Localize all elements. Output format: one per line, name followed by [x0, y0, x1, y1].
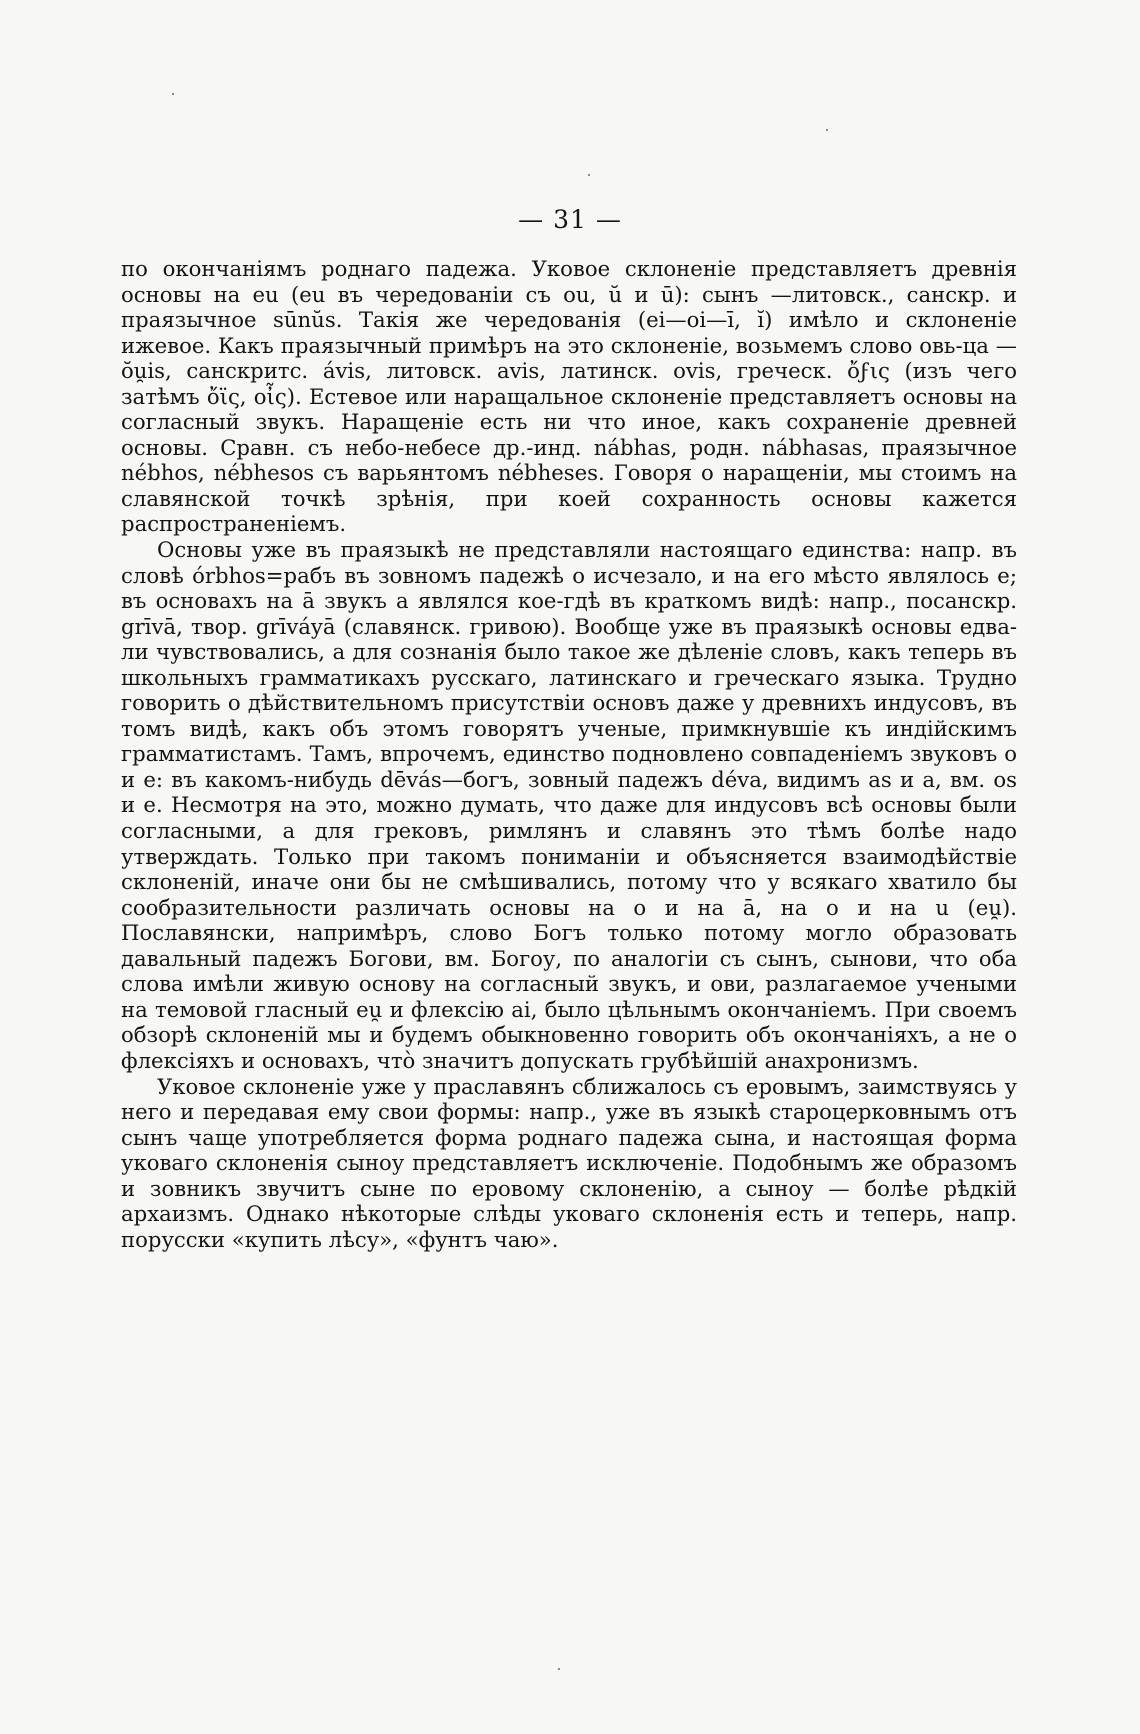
body-text: [121, 256, 1017, 1252]
scan-speck: [826, 129, 828, 131]
scan-speck: [588, 174, 590, 176]
paragraph-3: Уковое склоненіе уже у праславянъ сближалось съ еровымъ, заимствуясь у него и передавая ему свои формы: напр., уже въ языкѣ староцерковнымъ отъ сынъ чаще употребляется форма роднаго падежа сына, и настоящая форма уковаго склоненія сыноу представляетъ исключеніе. Подобнымъ же образомъ и зовникъ звучитъ сыне по еровому склоненію, а сыноу — болѣе рѣдкій архаизмъ. Однако нѣкоторые слѣды уковаго склоненія есть и теперь, напр. порусски «купить лѣсу», «фунтъ чаю».: [121, 1073, 1017, 1252]
scan-speck: [558, 1668, 560, 1670]
paragraph-2: Основы уже въ праязыкѣ не представляли настоящаго единства: напр. въ словѣ órbhos=рабъ въ зовномъ падежѣ о исчезало, и на его мѣсто являлось е; въ основахъ на ā звукъ а являлся кое-гдѣ въ краткомъ видѣ: напр., посанскр. grīvā, твор. grīváyā (славянск. гривою). Вообще уже въ праязыкѣ основы едва-ли чувствовались, а для сознанія было такое же дѣленіе словъ, какъ теперь въ школьныхъ грамматикахъ русскаго, латинскаго и греческаго языка. Трудно говорить о дѣйствительномъ присутствіи основъ даже у древнихъ индусовъ, въ томъ видѣ, какъ объ этомъ говорятъ ученые, примкнувшіе къ индійскимъ грамматистамъ. Тамъ, впрочемъ, единство подновлено совпаденіемъ звуковъ о и е: въ какомъ-нибудь dēvás—богъ, зовный падежъ déva, видимъ as и a, вм. os и e. Несмотря на это, можно думать, что даже для индусовъ всѣ основы были согласными, а для грековъ, римлянъ и славянъ это тѣмъ болѣе надо утверждать. Только при такомъ пониманіи и объясняется взаимодѣйствіе склоненій, иначе они бы не смѣшивались, потому что у всякаго хватило бы сообразительности различать основы на о и на ā, на о и на u (eu̯). Пославянски, напримѣръ, слово Богъ только потому могло образовать давальный падежъ Богови, вм. Богоу, по аналогіи съ сынъ, сынови, что оба слова имѣли живую основу на согласный звукъ, и ови, разлагаемое учеными на темовой гласный eu̯ и флексію ai, было цѣльнымъ окончаніемъ. При своемъ обзорѣ склоненій мы и будемъ обыкновенно говорить объ окончаніяхъ, а не о флексіяхъ и основахъ, что̀ значитъ допускать грубѣйшій анахронизмъ.: [121, 537, 1017, 1073]
page-number: — 31 —: [518, 205, 622, 234]
scan-speck: [172, 93, 174, 95]
paragraph-continuation: по окончаніямъ роднаго падежа. Уковое склоненіе представляетъ древнія основы на eu (eu въ чередованіи съ ou, ŭ и ū): сынъ —литовск., санскр. и праязычное sūnŭs. Такія же чередованія (ei—oi—ī, ĭ) имѣло и склоненіе ижевое. Какъ праязычный примѣръ на это склоненіе, возьмемъ слово овь-ца — ŏu̯is, санскритс. ávis, литовск. avis, латинск. ovis, греческ. ὄϝις (изъ чего затѣмъ ὄϊς, οἶς). Естевое или наращальное склоненіе представляетъ основы на согласный звукъ. Наращеніе есть ни что иное, какъ сохраненіе древней основы. Сравн. съ небо-небесе др.-инд. nábhas, родн. nábhasas, праязычное nébhos, nébhesos съ варьянтомъ nébheses. Говоря о наращеніи, мы стоимъ на славянской точкѣ зрѣнія, при коей сохранность основы кажется распространеніемъ.: [121, 256, 1017, 537]
